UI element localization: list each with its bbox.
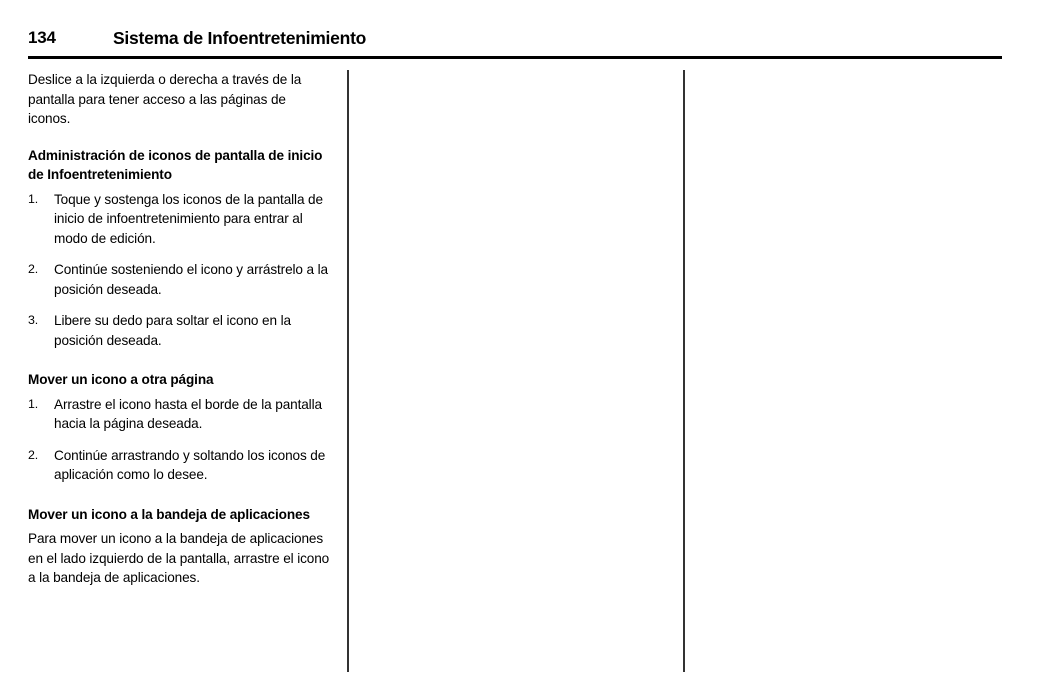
column-two: [364, 70, 667, 672]
section-heading-icon-administration: Administración de iconos de pantalla de inicio de Infoentretenimiento: [28, 147, 323, 182]
page-header: [0, 0, 1054, 58]
list-item: [28, 446, 331, 485]
section-heading-move-icon-app-tray: Mover un icono a la bandeja de aplicaciones: [28, 506, 310, 522]
list-item-text: Continúe arrastrando y soltando los iconos de aplicación como lo desee.: [54, 447, 326, 482]
list-item: [28, 395, 331, 434]
list-marker: 2.: [28, 447, 39, 462]
list-item-text: Toque y sostenga los iconos de la pantalla de inicio de infoentretenimiento para entrar al modo de edición.: [54, 191, 323, 246]
column-one: [28, 70, 331, 672]
list-item-text: Continúe sosteniendo el icono y arrástrelo a la posición deseada.: [54, 262, 328, 297]
list-marker: 1.: [28, 396, 39, 411]
list-marker: 3.: [28, 313, 39, 327]
column-three: [700, 70, 1003, 672]
page-number: 134: [28, 28, 56, 47]
list-marker: 2.: [28, 262, 39, 276]
app-tray-paragraph: Para mover un icono a la bandeja de aplicaciones en el lado izquierdo de la pantalla, arrastre el icono a la bandeja de aplicaciones.: [28, 531, 330, 585]
list-marker: 1.: [28, 191, 39, 206]
header-rule: [28, 56, 1002, 59]
list-item: [28, 260, 331, 299]
list-item: [28, 190, 331, 249]
section-heading-move-icon-other-page: Mover un icono a otra página: [28, 372, 214, 387]
intro-paragraph: Deslice a la izquierda o derecha a través de la pantalla para tener acceso a las páginas de iconos.: [28, 72, 302, 126]
page-columns: [0, 70, 1054, 672]
steps-list-icon-administration: [28, 190, 331, 351]
list-item: [28, 311, 331, 350]
page-title: Sistema de Infoentretenimiento: [113, 28, 367, 48]
list-item-text: Libere su dedo para soltar el icono en la posición deseada.: [54, 313, 291, 348]
steps-list-move-icon-other-page: [28, 395, 331, 485]
list-item-text: Arrastre el icono hasta el borde de la pantalla hacia la página deseada.: [54, 396, 322, 431]
